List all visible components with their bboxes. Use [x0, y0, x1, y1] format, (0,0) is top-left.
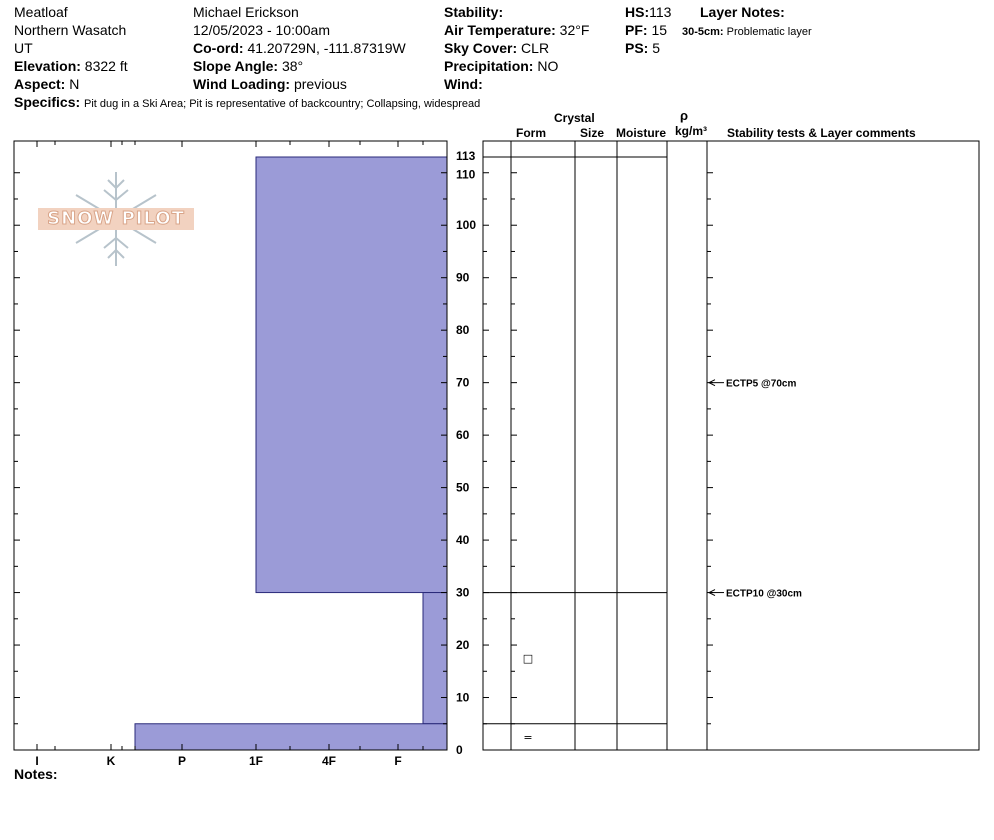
rho-header: ρ — [680, 108, 689, 123]
pf-value: 15 — [651, 22, 668, 38]
sky-value: CLR — [521, 40, 550, 56]
table-frame — [483, 141, 979, 750]
ps-value: 5 — [652, 40, 661, 56]
snowpilot-logo-text: SNOW PILOT — [38, 208, 194, 230]
test-label: ECTP10 @30cm — [726, 588, 802, 600]
grain-form-symbol: □ — [522, 652, 534, 666]
hardness-layer-bar — [256, 157, 447, 593]
specifics-label: Specifics: — [14, 94, 81, 110]
wind-loading-label: Wind Loading: — [193, 76, 291, 92]
pf-label: PF: — [625, 22, 648, 38]
wind-label: Wind: — [444, 76, 483, 92]
x-tick-label: F — [394, 754, 402, 768]
coord-label: Co-ord: — [193, 40, 244, 56]
y-tick-label: 90 — [456, 270, 470, 285]
y-tick-label: 40 — [456, 533, 470, 548]
hardness-layer-bar — [423, 593, 447, 724]
sky-label: Sky Cover: — [444, 40, 518, 56]
y-tick-label: 50 — [456, 480, 470, 495]
x-tick-label: 4F — [321, 754, 337, 768]
slope-label: Slope Angle: — [193, 58, 279, 74]
elevation-label: Elevation: — [14, 58, 81, 74]
form-header: Form — [516, 126, 546, 140]
layer-note-text: Problematic layer — [726, 26, 812, 38]
y-tick-label: 100 — [456, 218, 477, 233]
stability-label: Stability: — [444, 4, 504, 20]
location-name: Meatloaf — [14, 4, 68, 20]
test-label: ECTP5 @70cm — [726, 378, 797, 390]
notes-label: Notes: — [14, 766, 58, 782]
hs-label: HS: — [625, 4, 650, 20]
x-tick-label: P — [177, 754, 187, 768]
y-tick-label: 20 — [456, 638, 470, 653]
y-tick-label: 80 — [456, 323, 470, 338]
precip-label: Precipitation: — [444, 58, 534, 74]
aspect-label: Aspect: — [14, 76, 66, 92]
air-temp-label: Air Temperature: — [444, 22, 556, 38]
x-tick-label: I — [35, 754, 39, 768]
y-tick-label: 10 — [456, 690, 470, 705]
layer-notes-label: Layer Notes: — [700, 4, 785, 20]
y-tick-label: 30 — [456, 585, 470, 600]
y-tick-label: 0 — [456, 743, 463, 757]
layer-table — [483, 141, 979, 750]
x-tick-label: K — [106, 754, 116, 768]
hardness-profile — [14, 141, 476, 768]
slope-value: 38° — [281, 58, 304, 74]
coord-value: 41.20729N, -111.87319W — [247, 40, 406, 56]
size-header: Size — [580, 126, 605, 140]
observer-name: Michael Erickson — [193, 4, 299, 20]
observation-datetime: 12/05/2023 - 10:00am — [193, 22, 330, 38]
specifics-text: Pit dug in a Ski Area; Pit is representative of backcountry; Collapsing, widespread — [84, 98, 481, 110]
air-temp-value: 32°F — [559, 22, 590, 38]
x-tick-label: 1F — [248, 754, 264, 768]
aspect-value: N — [69, 76, 80, 92]
precip-value: NO — [537, 58, 559, 74]
tests-header: Stability tests & Layer comments — [727, 126, 916, 140]
density-unit-header: kg/m³ — [675, 124, 708, 138]
hs-value: 113 — [649, 4, 672, 20]
range-name: Northern Wasatch — [14, 22, 127, 38]
layer-note-range: 30-5cm: — [682, 26, 724, 38]
y-tick-label: 60 — [456, 428, 470, 443]
moisture-header: Moisture — [616, 126, 667, 140]
state-name: UT — [14, 40, 33, 56]
y-tick-label: 70 — [456, 375, 470, 390]
crystal-header: Crystal — [554, 111, 595, 125]
y-tick-label: 113 — [456, 149, 476, 163]
wind-loading-value: previous — [293, 76, 347, 92]
y-tick-label: 110 — [456, 167, 476, 182]
ps-label: PS: — [625, 40, 649, 56]
grain-form-symbol: = — [523, 730, 533, 744]
elevation-value: 8322 ft — [84, 58, 128, 74]
